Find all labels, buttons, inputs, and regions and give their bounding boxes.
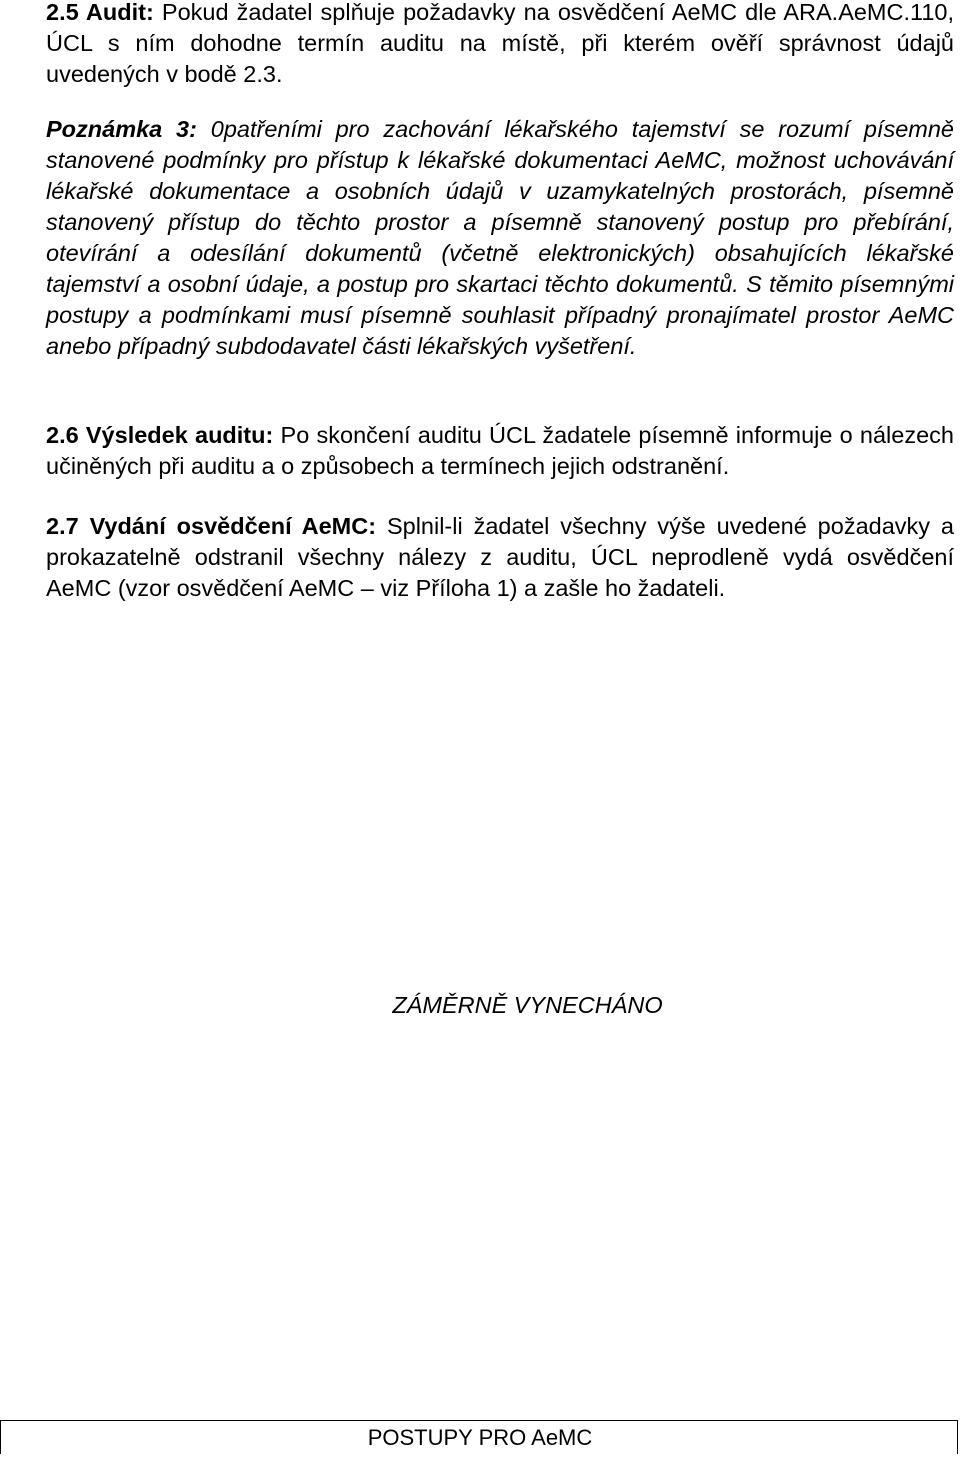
note-heading: Poznámka 3: (46, 116, 197, 142)
section-heading: 2.6 Výsledek auditu: (46, 422, 274, 448)
section-2-5-audit (46, 0, 954, 90)
note-text: 0patřeními pro zachování lékařského tajemství se rozumí písemně stanovené podmínky pro přístup k lékařské dokumentaci AeMC, možnost uchovávání lékařské dokumentace a osobních údajů v uzamykatelných prostorách, písemně stanovený přístup do těchto prostor a písemně stanovený postup pro přebírání, otevírání a odesílání dokumentů (včetně elektronických) obsahujících lékařské tajemství a osobní údaje, a postup pro skartaci těchto dokumentů. S těmito písemnými postupy a podmínkami musí písemně souhlasit případný pronajímatel prostor AeMC anebo případný subdodavatel části lékařských vyšetření. (46, 116, 954, 359)
note-3 (46, 114, 954, 362)
omitted-text: ZÁMĚRNĚ VYNECHÁNO (392, 992, 663, 1018)
section-2-7-issue (46, 511, 954, 604)
section-text: Splnil-li žadatel všechny výše uvedené požadavky a prokazatelně odstranil všechny nálezy z auditu, ÚCL neprodleně vydá osvědčení AeMC (vzor osvědčení AeMC – viz Příloha 1) a zašle ho žadateli. (46, 513, 954, 601)
section-heading: 2.5 Audit: (46, 0, 154, 25)
section-text: Po skončení auditu ÚCL žadatele písemně informuje o nálezech učiněných při auditu a o způsobech a termínech jejich odstranění. (46, 422, 954, 479)
intentionally-omitted-label (0, 992, 960, 1019)
section-heading: 2.7 Vydání osvědčení AeMC: (46, 513, 377, 539)
footer-title: POSTUPY PRO AeMC (367, 1425, 593, 1450)
section-text: Pokud žadatel splňuje požadavky na osvědčení AeMC dle ARA.AeMC.110, ÚCL s ním dohodne termín auditu na místě, při kterém ověří správnost údajů uvedených v bodě 2.3. (46, 0, 955, 87)
section-2-6-result (46, 420, 954, 482)
